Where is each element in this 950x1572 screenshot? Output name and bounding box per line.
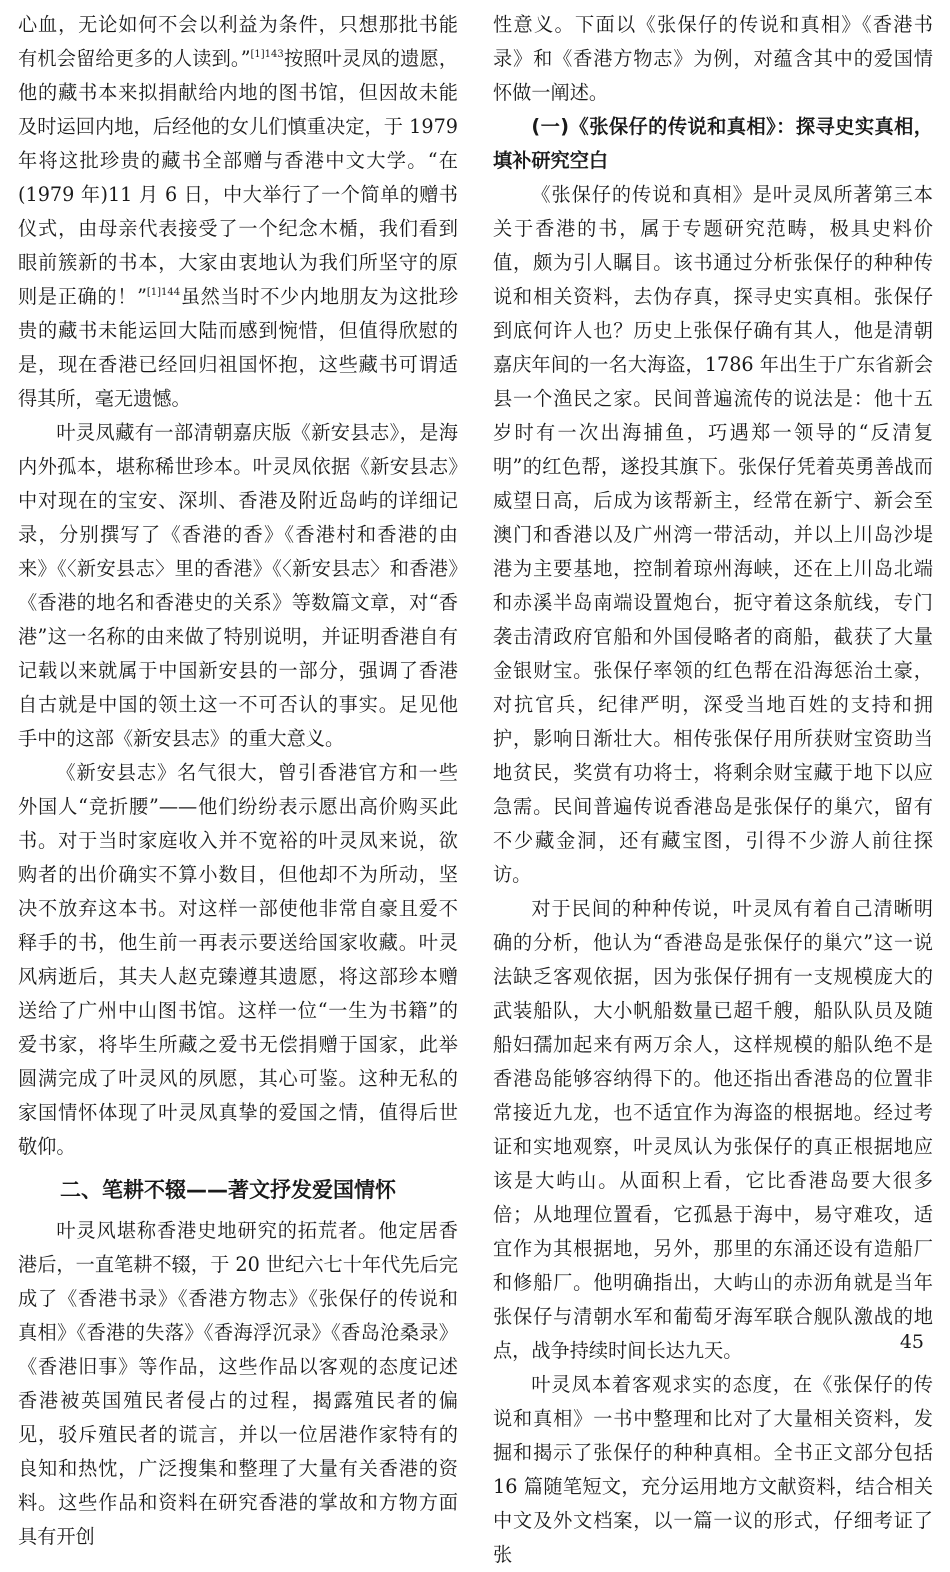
text-span: 心血，无论如何不会以利益为条件，只想那批书能有机会留给更多的人读到。”	[18, 13, 458, 70]
paragraph: 性意义。下面以《张保仔的传说和真相》《香港书录》和《香港方物志》为例，对蕴含其中的爱国情怀做一阐述。	[493, 13, 933, 104]
section-heading: 二、笔耕不辍——著文抒发爱国情怀	[60, 1178, 396, 1202]
paragraph: 叶灵风堪称香港史地研究的拓荒者。他定居香港后，一直笔耕不辍，于 20 世纪六七十年代先后完成了《香港书录》《香港方物志》《张保仔的传说和真相》《香港的失落》《香海浮沉录》《香岛沧桑录》《香港旧事》等作品，这些作品以客观的态度记述香港被英国殖民者侵占的过程，揭露殖民者的偏见，驳斥殖民者的谎言，并以一位居港作家特有的良知和热忱，广泛搜集和整理了大量有关香港的资料。这些作品和资料在研究香港的掌故和方物方面具有开创	[18, 1219, 458, 1548]
subsection-heading: (一)《张保仔的传说和真相》：探寻史实真相，填补研究空白	[493, 115, 933, 172]
page-number: 45	[899, 1331, 924, 1353]
paragraph	[18, 8, 458, 416]
left-column	[18, 8, 458, 1554]
right-column	[493, 8, 933, 1572]
citation-mark: [1]144	[146, 287, 181, 298]
text-span: 虽然当时不少内地朋友为这批珍贵的藏书未能运回大陆而感到惋惜，但值得欣慰的是，现在香港已经回归祖国怀抱，这些藏书可谓适得其所，毫无遗憾。	[18, 285, 459, 410]
text-span: 按照叶灵凤的遗愿，他的藏书本来拟捐献给内地的图书馆，但因故未能及时运回内地，后经他的女儿们慎重决定，于 1979 年将这批珍贵的藏书全部赠与香港中文大学。“在(1979 年)11 月 6 日，中大举行了一个简单的赠书仪式，由母亲代表接受了一个纪念木楯，我们看到眼前簇新的书本，大家由衷地认为我们所坚守的原则是正确的！”	[18, 47, 459, 308]
citation-mark: [1]143	[250, 49, 284, 60]
paragraph: 《张保仔的传说和真相》是叶灵凤所著第三本关于香港的书，属于专题研究范畴，极具史料价值，颇为引人瞩目。该书通过分析张保仔的种种传说和相关资料，去伪存真，探寻史实真相。张保仔到底何许人也？历史上张保仔确有其人，他是清朝嘉庆年间的一名大海盗，1786 年出生于广东省新会县一个渔民之家。民间普遍流传的说法是：他十五岁时有一次出海捕鱼，巧遇郑一领导的“反清复明”的红色帮，遂投其旗下。张保仔凭着英勇善战而威望日高，后成为该帮新主，经常在新宁、新会至澳门和香港以及广州湾一带活动，并以上川岛沙堤港为主要基地，控制着琼州海峡，还在上川岛北端和赤溪半岛南端设置炮台，扼守着这条航线，专门袭击清政府官船和外国侵略者的商船，截获了大量金银财宝。张保仔率领的红色帮在沿海惩治土豪，对抗官兵，纪律严明，深受当地百姓的支持和拥护，影响日渐壮大。相传张保仔用所获财宝资助当地贫民，奖赏有功将士，将剩余财宝藏于地下以应急需。民间普遍传说香港岛是张保仔的巢穴，留有不少藏金洞，还有藏宝图，引得不少游人前往探访。	[493, 183, 933, 886]
paragraph: 叶灵凤本着客观求实的态度，在《张保仔的传说和真相》一书中整理和比对了大量相关资料，发掘和揭示了张保仔的种种真相。全书正文部分包括 16 篇随笔短文，充分运用地方文献资料，结合相关中文及外文档案，以一篇一议的形式，仔细考证了张	[493, 1373, 933, 1566]
paragraph: 对于民间的种种传说，叶灵凤有着自己清晰明确的分析，他认为“香港岛是张保仔的巢穴”这一说法缺乏客观依据，因为张保仔拥有一支规模庞大的武装船队，大小帆船数量已超千艘，船队队员及随船妇孺加起来有两万余人，这样规模的船队绝不是香港岛能够容纳得下的。他还指出香港岛的位置非常接近九龙，也不适宜作为海盗的根据地。经过考证和实地观察，叶灵凤认为张保仔的真正根据地应该是大屿山。从面积上看，它比香港岛要大很多倍；从地理位置看，它孤悬于海中，易守难攻，适宜作为其根据地，另外，那里的东涌还设有造船厂和修船厂。他明确指出，大屿山的赤沥角就是当年张保仔与清朝水军和葡萄牙海军联合舰队激战的地点，战争持续时间长达九天。	[493, 897, 933, 1362]
paragraph: 《新安县志》名气很大，曾引香港官方和一些外国人“竞折腰”——他们纷纷表示愿出高价购买此书。对于当时家庭收入并不宽裕的叶灵凤来说，欲购者的出价确实不算小数目，但他却不为所动，坚决不放弃这本书。对这样一部使他非常自豪且爱不释手的书，他生前一再表示要送给国家收藏。叶灵风病逝后，其夫人赵克臻遵其遗愿，将这部珍本赠送给了广州中山图书馆。这样一位“一生为书籍”的爱书家，将毕生所藏之爱书无偿捐赠于国家，此举圆满完成了叶灵风的夙愿，其心可鉴。这种无私的家国情怀体现了叶灵凤真挚的爱国之情，值得后世敬仰。	[18, 761, 458, 1158]
paragraph: 叶灵凤藏有一部清朝嘉庆版《新安县志》，是海内外孤本，堪称稀世珍本。叶灵凤依据《新安县志》中对现在的宝安、深圳、香港及附近岛屿的详细记录，分别撰写了《香港的香》《香港村和香港的由来》《〈新安县志〉里的香港》《〈新安县志〉和香港》《香港的地名和香港史的关系》等数篇文章，对“香港”这一名称的由来做了特别说明，并证明香港自有记载以来就属于中国新安县的一部分，强调了香港自古就是中国的领土这一不可否认的事实。足见他手中的这部《新安县志》的重大意义。	[18, 421, 458, 750]
